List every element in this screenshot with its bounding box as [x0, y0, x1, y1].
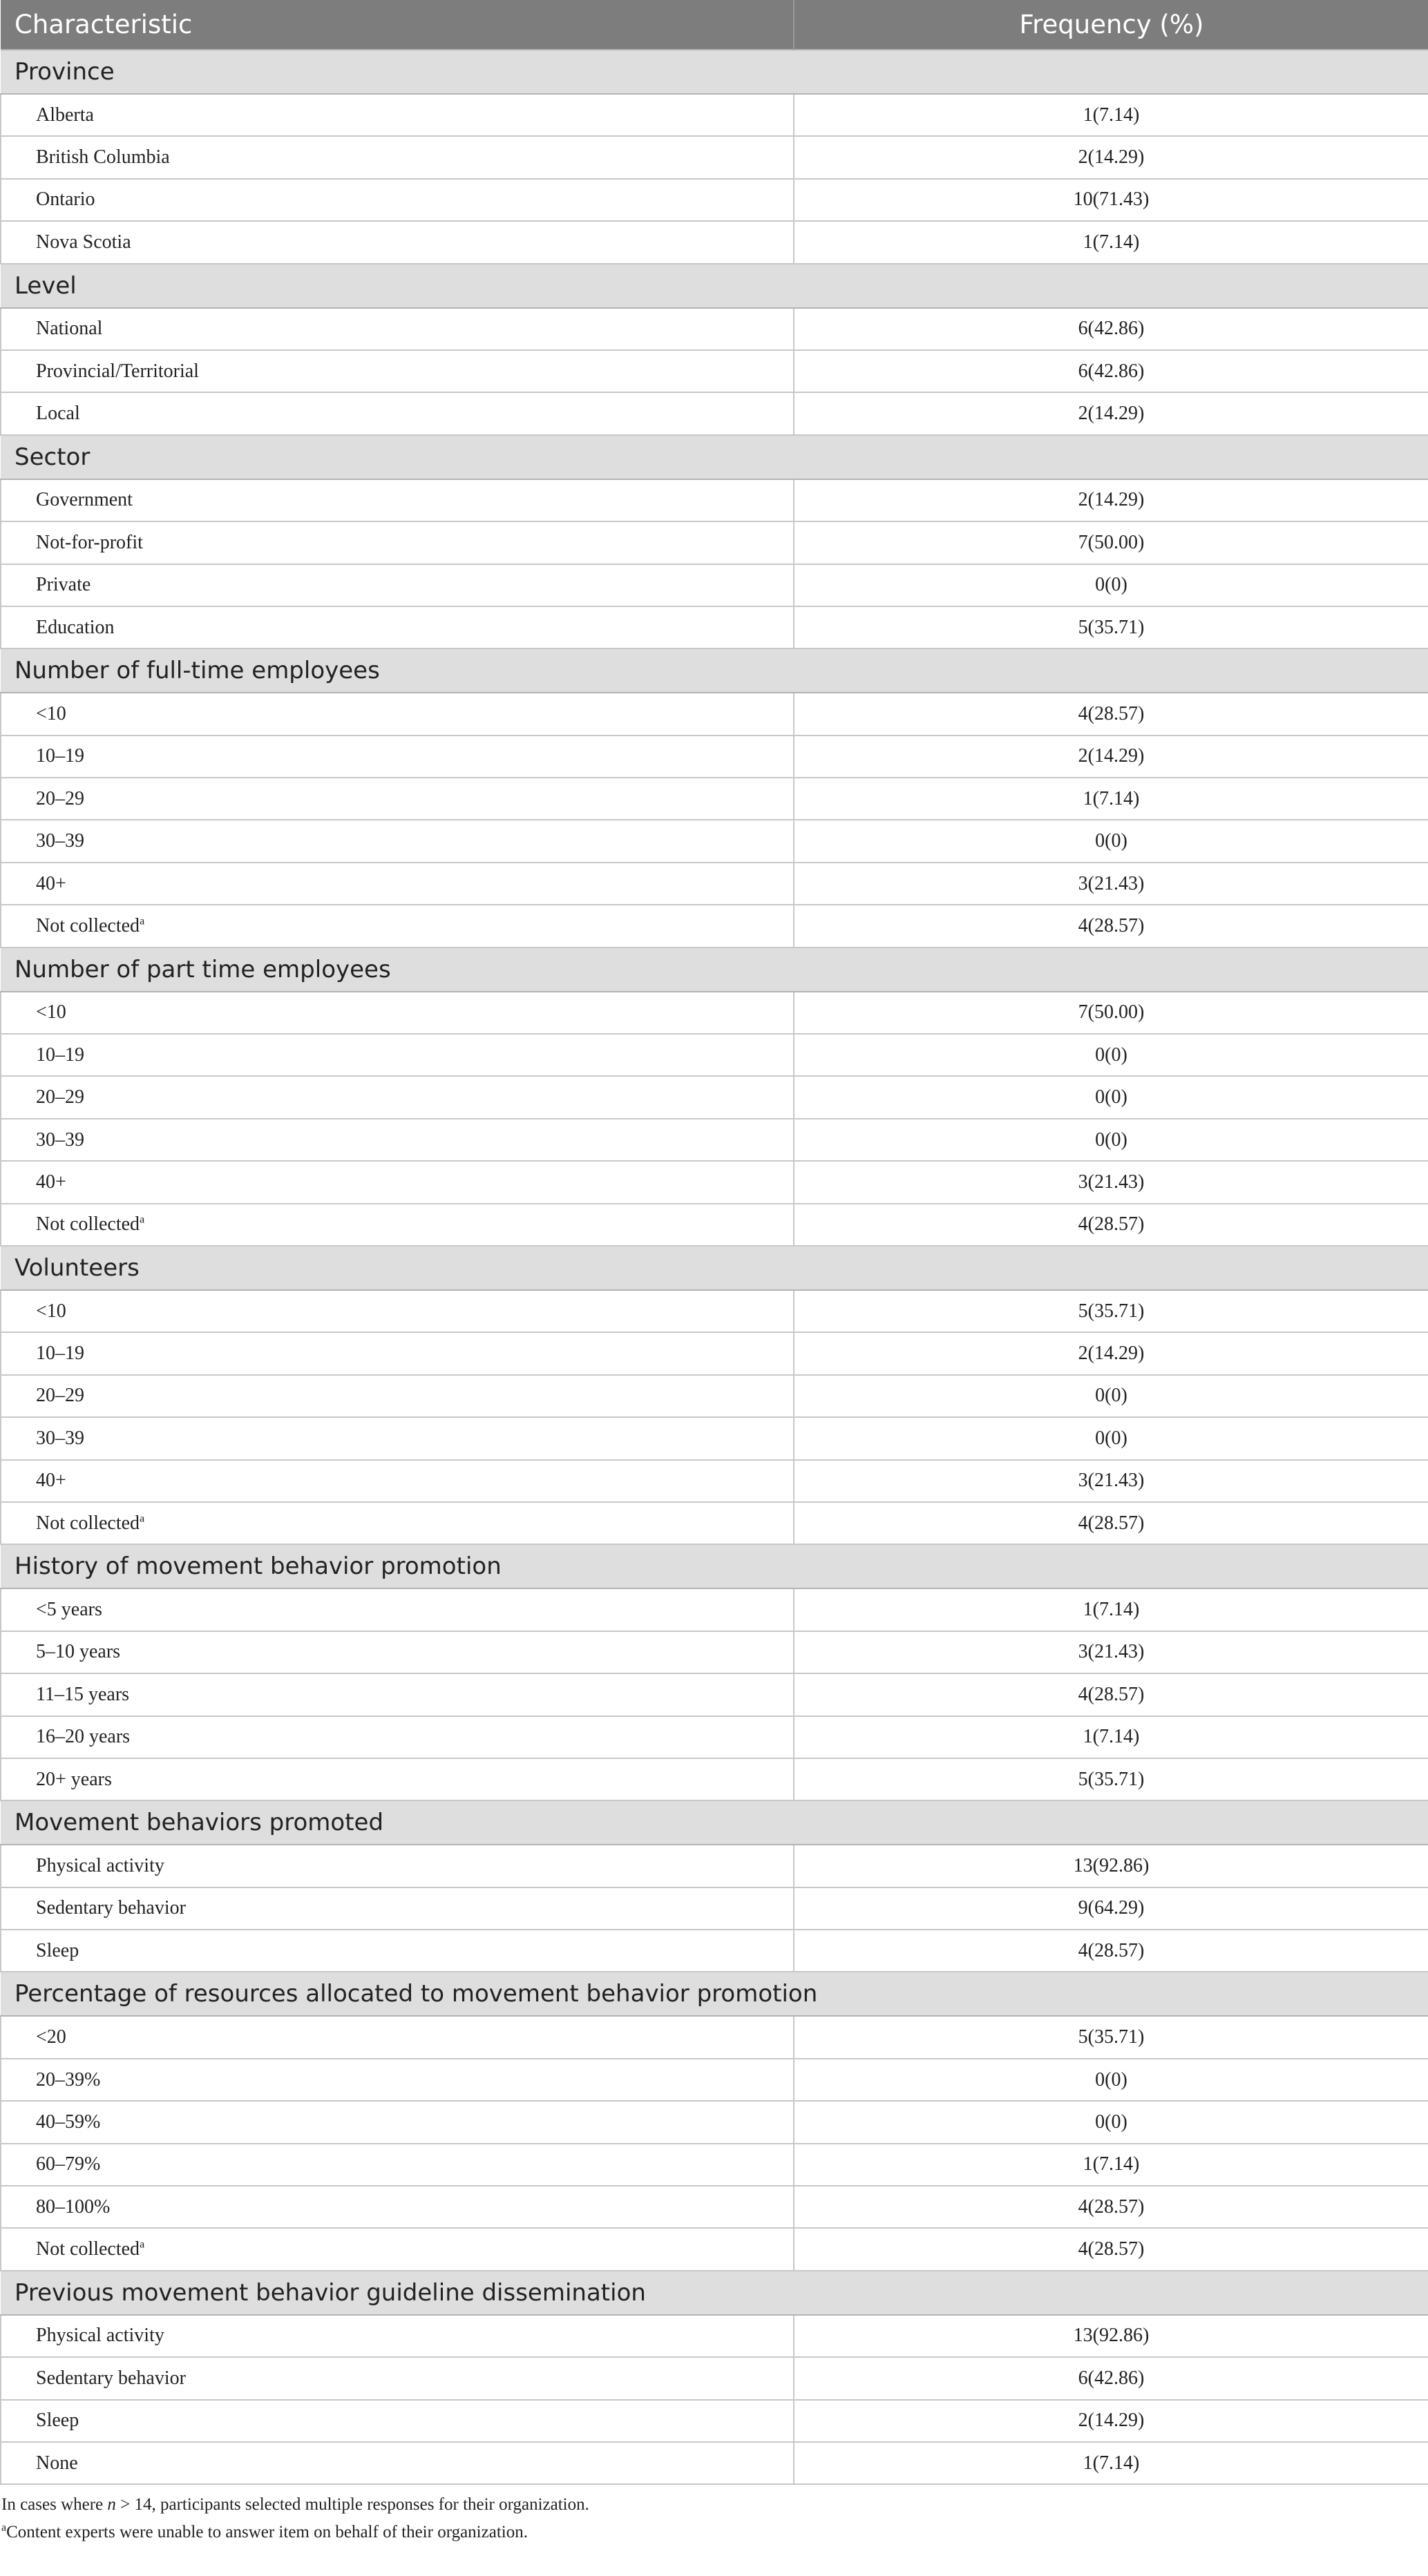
footnote-marker: a [140, 2238, 145, 2251]
section-title: Movement behaviors promoted [1, 1800, 1428, 1845]
table-row [1, 392, 1428, 434]
table-row [1, 1588, 1428, 1631]
row-label: 5–10 years [36, 1641, 121, 1663]
row-label-cell [1, 479, 794, 521]
section-header-row [1, 50, 1428, 94]
table-row [1, 2016, 1428, 2058]
table-row [1, 2186, 1428, 2228]
section-title: History of movement behavior promotion [1, 1544, 1428, 1588]
row-label: Nova Scotia [36, 231, 131, 253]
table-row [1, 606, 1428, 648]
section-header-row [1, 1800, 1428, 1845]
row-label: 40+ [36, 872, 66, 894]
row-label-cell [1, 1161, 794, 1203]
row-label: Sleep [36, 2410, 79, 2432]
table-row [1, 1716, 1428, 1758]
table-row [1, 1034, 1428, 1076]
row-label: <10 [36, 1001, 66, 1023]
row-label-cell [1, 2059, 794, 2101]
table-row [1, 863, 1428, 905]
row-value: 1(7.14) [794, 2442, 1428, 2484]
row-value: 2(14.29) [794, 392, 1428, 434]
row-label-cell [1, 136, 794, 178]
section-header-row [1, 1544, 1428, 1588]
row-value: 0(0) [794, 1417, 1428, 1459]
row-label: 60–79% [36, 2153, 101, 2175]
row-label: <10 [36, 702, 66, 724]
row-value: 1(7.14) [794, 778, 1428, 820]
table-body [1, 50, 1428, 2484]
section-title: Number of full-time employees [1, 648, 1428, 693]
row-label: 30–39 [36, 830, 84, 852]
section-title: Number of part time employees [1, 948, 1428, 992]
table-row [1, 308, 1428, 350]
table-row [1, 564, 1428, 606]
row-label-cell [1, 693, 794, 735]
row-label: 20+ years [36, 1768, 112, 1790]
row-label-cell [1, 392, 794, 434]
row-label: Private [36, 574, 91, 596]
row-label-cell [1, 1460, 794, 1502]
row-label-cell [1, 1845, 794, 1887]
row-label-cell [1, 992, 794, 1034]
row-label: Alberta [36, 104, 94, 126]
footnote-marker: a [140, 1213, 145, 1226]
row-value: 4(28.57) [794, 2186, 1428, 2228]
row-label-cell [1, 1502, 794, 1544]
row-label-cell [1, 1588, 794, 1631]
row-label-cell [1, 1119, 794, 1161]
row-label-cell [1, 94, 794, 136]
row-label-cell [1, 179, 794, 221]
row-label: 20–29 [36, 1086, 84, 1108]
row-label: <10 [36, 1300, 66, 1322]
row-value: 2(14.29) [794, 136, 1428, 178]
footnote-not-collected [1, 2522, 1428, 2543]
row-label: Education [36, 616, 115, 638]
row-value: 6(42.86) [794, 2357, 1428, 2399]
row-label: Not collected [36, 2238, 140, 2260]
row-label: Sleep [36, 1939, 79, 1961]
row-value: 4(28.57) [794, 905, 1428, 947]
section-header-row [1, 435, 1428, 479]
table-row [1, 221, 1428, 263]
footnote-marker: a [140, 915, 145, 927]
row-value: 0(0) [794, 1034, 1428, 1076]
table-row [1, 179, 1428, 221]
header-characteristic: Characteristic [1, 0, 794, 50]
row-value: 7(50.00) [794, 521, 1428, 564]
row-value: 6(42.86) [794, 350, 1428, 392]
row-value: 0(0) [794, 1375, 1428, 1417]
table-row [1, 2059, 1428, 2101]
row-label-cell [1, 1204, 794, 1246]
table-row [1, 1375, 1428, 1417]
table-row [1, 1930, 1428, 1972]
section-title: Level [1, 264, 1428, 308]
row-label-cell [1, 1758, 794, 1800]
row-label: Sedentary behavior [36, 1897, 186, 1919]
row-value: 4(28.57) [794, 693, 1428, 735]
row-label-cell [1, 2315, 794, 2357]
table-row [1, 905, 1428, 947]
footnote-2-text: Content experts were unable to answer item on behalf of their organization. [6, 2523, 528, 2541]
row-label: 10–19 [36, 1044, 84, 1066]
row-label-cell [1, 1332, 794, 1374]
row-label: Physical activity [36, 2325, 164, 2347]
table-row [1, 1076, 1428, 1118]
row-value: 4(28.57) [794, 1930, 1428, 1972]
row-label-cell [1, 2101, 794, 2143]
table-row [1, 2315, 1428, 2357]
row-label: 40+ [36, 1171, 66, 1193]
row-label: 30–39 [36, 1128, 84, 1151]
row-value: 0(0) [794, 2059, 1428, 2101]
row-label-cell [1, 2357, 794, 2399]
row-value: 13(92.86) [794, 2315, 1428, 2357]
row-label: 40+ [36, 1470, 66, 1492]
row-label-cell [1, 2228, 794, 2270]
row-label: National [36, 318, 103, 340]
table-row [1, 136, 1428, 178]
row-label: 10–19 [36, 745, 84, 767]
row-label: 30–39 [36, 1427, 84, 1449]
row-value: 4(28.57) [794, 2228, 1428, 2270]
row-value: 6(42.86) [794, 308, 1428, 350]
footnote-marker: a [140, 1512, 145, 1525]
row-value: 10(71.43) [794, 179, 1428, 221]
table-row [1, 1887, 1428, 1930]
footnote-1-rest: > 14, participants selected multiple responses for their organization. [115, 2495, 589, 2514]
table-row [1, 778, 1428, 820]
row-value: 0(0) [794, 1076, 1428, 1118]
row-value: 3(21.43) [794, 1631, 1428, 1673]
row-value: 9(64.29) [794, 1887, 1428, 1930]
table-row [1, 820, 1428, 862]
row-value: 5(35.71) [794, 1290, 1428, 1332]
row-value: 0(0) [794, 564, 1428, 606]
row-value: 0(0) [794, 820, 1428, 862]
row-value: 3(21.43) [794, 1161, 1428, 1203]
row-label-cell [1, 2442, 794, 2484]
row-label-cell [1, 606, 794, 648]
row-label: Ontario [36, 189, 95, 211]
section-title: Percentage of resources allocated to movement behavior promotion [1, 1972, 1428, 2016]
footnote-2-marker: a [1, 2521, 7, 2534]
row-value: 5(35.71) [794, 606, 1428, 648]
row-label: Local [36, 403, 80, 425]
section-title: Previous movement behavior guideline dissemination [1, 2271, 1428, 2315]
table-row [1, 1290, 1428, 1332]
row-value: 4(28.57) [794, 1204, 1428, 1246]
section-title: Province [1, 50, 1428, 94]
row-label-cell [1, 2016, 794, 2058]
row-label-cell [1, 1631, 794, 1673]
row-label-cell [1, 564, 794, 606]
row-label: Not collected [36, 1213, 140, 1236]
table-row [1, 2144, 1428, 2186]
row-label: Provincial/Territorial [36, 360, 199, 382]
row-label-cell [1, 905, 794, 947]
table-row [1, 693, 1428, 735]
table-row [1, 2400, 1428, 2442]
section-header-row [1, 1972, 1428, 2016]
row-label-cell [1, 1673, 794, 1715]
row-label-cell [1, 2144, 794, 2186]
row-label-cell [1, 736, 794, 778]
table-row [1, 1460, 1428, 1502]
row-label: 20–29 [36, 787, 84, 809]
row-value: 2(14.29) [794, 736, 1428, 778]
row-value: 1(7.14) [794, 1716, 1428, 1758]
row-label: Not-for-profit [36, 531, 143, 553]
row-label-cell [1, 1290, 794, 1332]
table-row [1, 521, 1428, 564]
row-label-cell [1, 1716, 794, 1758]
row-value: 2(14.29) [794, 2400, 1428, 2442]
table-row [1, 2101, 1428, 2143]
table-row [1, 1631, 1428, 1673]
row-value: 1(7.14) [794, 221, 1428, 263]
section-title: Volunteers [1, 1246, 1428, 1290]
table-row [1, 1161, 1428, 1203]
table-row [1, 736, 1428, 778]
row-label: 10–19 [36, 1343, 84, 1365]
footnote-multiple-responses [1, 2495, 1428, 2515]
section-title: Sector [1, 435, 1428, 479]
row-value: 7(50.00) [794, 992, 1428, 1034]
header-frequency: Frequency (%) [794, 0, 1428, 50]
row-value: 5(35.71) [794, 1758, 1428, 1800]
row-label: Government [36, 489, 133, 511]
row-label: <20 [36, 2026, 66, 2048]
section-header-row [1, 2271, 1428, 2315]
table-row [1, 1417, 1428, 1459]
row-label-cell [1, 1887, 794, 1930]
table-row [1, 1204, 1428, 1246]
row-value: 1(7.14) [794, 2144, 1428, 2186]
table-row [1, 2442, 1428, 2484]
row-label: Not collected [36, 914, 140, 936]
table-row [1, 1673, 1428, 1715]
row-value: 4(28.57) [794, 1673, 1428, 1715]
row-value: 1(7.14) [794, 94, 1428, 136]
row-label: 20–39% [36, 2068, 101, 2090]
row-value: 0(0) [794, 1119, 1428, 1161]
row-label-cell [1, 863, 794, 905]
row-label: 20–29 [36, 1385, 84, 1407]
row-label-cell [1, 221, 794, 263]
row-label-cell [1, 521, 794, 564]
row-label: <5 years [36, 1599, 102, 1621]
row-value: 5(35.71) [794, 2016, 1428, 2058]
row-label: Physical activity [36, 1854, 164, 1876]
row-label-cell [1, 350, 794, 392]
table-row [1, 1119, 1428, 1161]
table-row [1, 1758, 1428, 1800]
section-header-row [1, 264, 1428, 308]
section-header-row [1, 648, 1428, 693]
row-value: 3(21.43) [794, 863, 1428, 905]
section-header-row [1, 1246, 1428, 1290]
row-label: None [36, 2452, 78, 2474]
row-value: 4(28.57) [794, 1502, 1428, 1544]
table-row [1, 94, 1428, 136]
row-label-cell [1, 2186, 794, 2228]
row-label-cell [1, 308, 794, 350]
row-label: 11–15 years [36, 1683, 130, 1705]
table-row [1, 1332, 1428, 1374]
row-label: 40–59% [36, 2111, 101, 2133]
row-value: 2(14.29) [794, 479, 1428, 521]
table-row [1, 992, 1428, 1034]
row-label-cell [1, 778, 794, 820]
table-row [1, 1845, 1428, 1887]
table-row [1, 2228, 1428, 2270]
table-row [1, 350, 1428, 392]
row-label: Sedentary behavior [36, 2367, 186, 2389]
row-label-cell [1, 1034, 794, 1076]
row-value: 1(7.14) [794, 1588, 1428, 1631]
table-row [1, 2357, 1428, 2399]
footnote-1-prefix: In cases where [1, 2495, 108, 2514]
row-label-cell [1, 1375, 794, 1417]
row-label-cell [1, 1076, 794, 1118]
row-label: British Columbia [36, 146, 170, 169]
table-footnotes [0, 2495, 1428, 2550]
row-value: 2(14.29) [794, 1332, 1428, 1374]
row-value: 13(92.86) [794, 1845, 1428, 1887]
row-label: 80–100% [36, 2195, 111, 2218]
row-label-cell [1, 1930, 794, 1972]
row-label-cell [1, 2400, 794, 2442]
footnote-1-variable: n [107, 2495, 116, 2514]
table-row [1, 1502, 1428, 1544]
table-header-row [1, 0, 1428, 50]
row-label-cell [1, 1417, 794, 1459]
row-value: 0(0) [794, 2101, 1428, 2143]
table-row [1, 479, 1428, 521]
row-label-cell [1, 820, 794, 862]
row-value: 3(21.43) [794, 1460, 1428, 1502]
row-label: Not collected [36, 1512, 140, 1534]
row-label: 16–20 years [36, 1726, 131, 1748]
section-header-row [1, 948, 1428, 992]
